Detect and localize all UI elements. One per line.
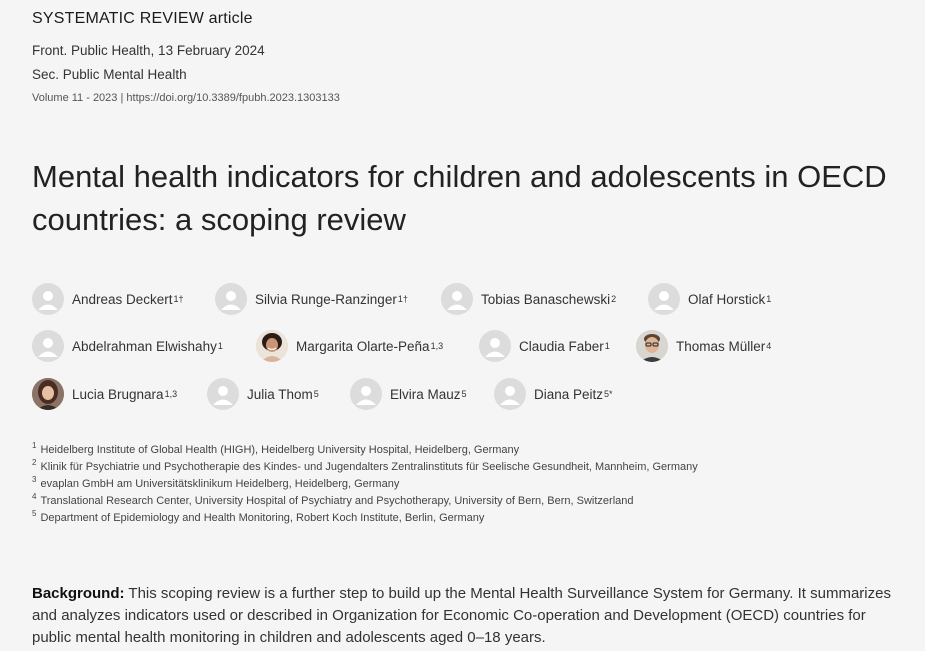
affiliation-item bbox=[32, 492, 634, 507]
person-placeholder-icon bbox=[207, 378, 239, 410]
author-name: Andreas Deckert bbox=[72, 291, 173, 307]
author-photo-icon bbox=[32, 378, 64, 410]
article-type-label: SYSTEMATIC REVIEW article bbox=[32, 10, 253, 27]
affiliation-text: Translational Research Center, University Hospital of Psychiatry and Psychotherapy, University of Bern, Bern, Switzerland bbox=[40, 495, 634, 507]
affiliation-number: 5 bbox=[32, 509, 37, 519]
author-item[interactable]: Elvira Mauz 5 bbox=[350, 378, 467, 410]
person-placeholder-icon bbox=[350, 378, 382, 410]
author-photo-icon bbox=[256, 330, 288, 362]
journal-date[interactable]: Front. Public Health, 13 February 2024 bbox=[32, 43, 265, 58]
affiliation-text: Klinik für Psychiatrie und Psychotherapie des Kindes- und Jugendalters Zentralinstituts für Seelische Gesundheit, Mannheim, Germany bbox=[40, 461, 698, 473]
author-item[interactable]: Tobias Banaschewski 2 bbox=[441, 283, 616, 315]
author-item[interactable]: Olaf Horstick 1 bbox=[648, 283, 771, 315]
affiliation-item bbox=[32, 509, 485, 524]
volume-label: Volume 11 - 2023 bbox=[32, 92, 118, 104]
person-placeholder-icon bbox=[494, 378, 526, 410]
author-photo-icon bbox=[636, 330, 668, 362]
author-item[interactable]: Claudia Faber 1 bbox=[479, 330, 610, 362]
author-item[interactable]: Julia Thom 5 bbox=[207, 378, 319, 410]
person-placeholder-icon bbox=[441, 283, 473, 315]
article-title: Mental health indicators for children and adolescents in OECD countries: a scoping review bbox=[32, 159, 887, 237]
abstract-text: This scoping review is a further step to build up the Mental Health Surveillance System for Germany. It summarizes and analyzes indicators used or described in Organization for Economic Co-operation and Development (OECD) countries for public mental health monitoring in children and adolescents aged 0–18 years. bbox=[32, 585, 891, 646]
author-item[interactable]: Diana Peitz 5* bbox=[494, 378, 613, 410]
separator: | bbox=[120, 92, 124, 104]
affiliation-text: Heidelberg Institute of Global Health (HIGH), Heidelberg University Hospital, Heidelberg, Germany bbox=[40, 444, 520, 456]
affiliation-text: Department of Epidemiology and Health Monitoring, Robert Koch Institute, Berlin, Germany bbox=[40, 512, 485, 524]
author-item[interactable]: Thomas Müller 4 bbox=[636, 330, 771, 362]
author-name: Thomas Müller bbox=[676, 338, 766, 354]
author-name: Margarita Olarte-Peña bbox=[296, 338, 430, 354]
author-name: Abdelrahman Elwishahy bbox=[72, 338, 217, 354]
journal-section[interactable]: Sec. Public Mental Health bbox=[32, 67, 187, 82]
affiliation-number: 1 bbox=[32, 441, 37, 451]
author-item[interactable]: Abdelrahman Elwishahy 1 bbox=[32, 330, 223, 362]
author-item[interactable]: Silvia Runge-Ranzinger 1† bbox=[215, 283, 408, 315]
person-placeholder-icon bbox=[32, 283, 64, 315]
affiliation-number: 3 bbox=[32, 475, 37, 485]
author-name: Tobias Banaschewski bbox=[481, 291, 611, 307]
person-placeholder-icon bbox=[32, 330, 64, 362]
affiliation-number: 2 bbox=[32, 458, 37, 468]
person-placeholder-icon bbox=[215, 283, 247, 315]
author-name: Diana Peitz bbox=[534, 386, 604, 402]
abstract-label: Background: bbox=[32, 585, 125, 602]
affiliation-item bbox=[32, 475, 400, 490]
article-type bbox=[32, 10, 253, 28]
author-name: Elvira Mauz bbox=[390, 386, 461, 402]
author-item[interactable]: Lucia Brugnara 1,3 bbox=[32, 378, 177, 410]
affiliation-text: evaplan GmbH am Universitätsklinikum Heidelberg, Heidelberg, Germany bbox=[40, 478, 400, 490]
doi-link[interactable]: https://doi.org/10.3389/fpubh.2023.1303133 bbox=[126, 92, 340, 104]
author-name: Claudia Faber bbox=[519, 338, 604, 354]
author-name: Olaf Horstick bbox=[688, 291, 766, 307]
affiliation-item bbox=[32, 441, 520, 456]
affiliation-item bbox=[32, 458, 698, 473]
person-placeholder-icon bbox=[479, 330, 511, 362]
author-name: Julia Thom bbox=[247, 386, 313, 402]
volume-doi bbox=[32, 92, 340, 104]
author-name: Lucia Brugnara bbox=[72, 386, 164, 402]
person-placeholder-icon bbox=[648, 283, 680, 315]
affiliation-number: 4 bbox=[32, 492, 37, 502]
author-item[interactable]: Andreas Deckert 1† bbox=[32, 283, 184, 315]
abstract-background bbox=[32, 583, 902, 649]
author-item[interactable]: Margarita Olarte-Peña 1,3 bbox=[256, 330, 443, 362]
author-name: Silvia Runge-Ranzinger bbox=[255, 291, 397, 307]
